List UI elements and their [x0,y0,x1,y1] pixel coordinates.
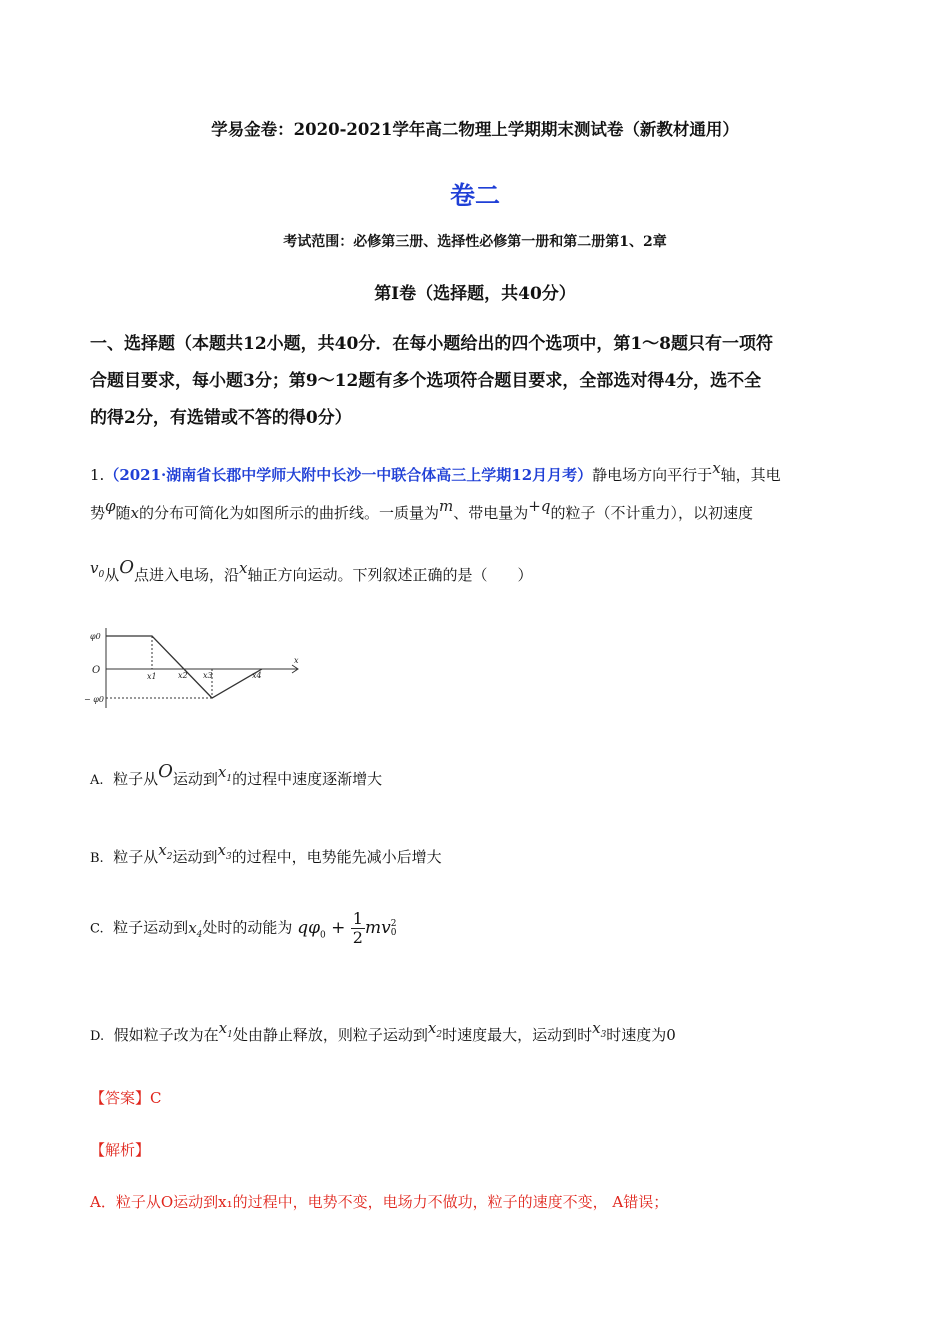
math-x4: $x_4$ [188,918,203,940]
question-line-2 [90,497,870,523]
paper-title: 学易金卷：2020-2021学年高二物理上学期期末测试卷（新教材通用） [211,120,739,139]
label-origin: O [92,665,101,676]
question-text: 、带电量为 [453,504,529,522]
volume-title: 卷二 [449,181,500,210]
question-text: 轴，其电 [720,466,781,484]
label-neg-phi0: − φ0 [84,695,104,704]
math-x1: $x_1$ [218,1019,233,1040]
math-x1: $x_1$ [217,763,233,784]
math-x2: $x_2$ [427,1019,443,1040]
question-text: 随 [115,504,131,522]
option-b: B. 粒子从$x_2$运动到$x_3$的过程中，电势能先减小后增大 [90,841,442,866]
option-a: A. 粒子从O运动到$x_1$的过程中速度逐渐增大 [90,761,383,788]
math-x: x [239,559,248,577]
question-text: 从 [104,566,120,584]
formula-kinetic-energy: $q\varphi_0$ + $\frac{1}{2}$ mv 2 0 [297,909,397,947]
option-c: C. 粒子运动到$x_4$处时的动能为 $q\varphi_0$ + $\frac{1}{2}$ mv 2 0 [90,909,397,947]
answer-label: 【答案】 [90,1089,151,1107]
option-label: C. [90,921,104,937]
section-line: 合题目要求，每小题3分；第9～12题有多个选项符合题目要求，全部选对得4分，选不全 [90,371,762,391]
potential-curve [106,636,262,698]
math-x3: $x_3$ [592,1019,607,1040]
question-text: 点进入电场，沿 [134,566,240,584]
label-x4: x4 [252,671,262,680]
label-x2: x2 [178,671,188,680]
question-text: 的分布可简化为如图所示的曲折线。一质量为 [139,504,440,522]
section-instructions [90,326,870,437]
answer-line [90,1088,162,1108]
analysis-a: A．粒子从O运动到x₁的过程中，电势不变，电场力不做功，粒子的速度不变， A错误； [90,1193,669,1211]
option-label: B. [90,851,104,866]
math-v0: $v_0$ [90,559,105,580]
question-line-3 [90,557,870,592]
label-x1: x1 [147,672,157,681]
question-text: 轴正方向运动。下列叙述正确的是（ ） [247,566,533,584]
potential-graph [84,622,314,712]
question-source: （2021·湖南省长郡中学师大附中长沙一中联合体高三上学期12月月考） [104,466,593,484]
option-d: D. 假如粒子改为在$x_1$处由静止释放，则粒子运动到$x_2$时速度最大，运动到时$x_3$时速度为0 [90,1019,676,1044]
question-text: 势 [90,504,106,522]
exam-scope: 考试范围：必修第三册、选择性必修第一册和第二册第1、2章 [283,234,667,250]
analysis-label: 【解析】 [90,1141,151,1159]
question-line-1 [90,459,870,485]
question-text: 静电场方向平行于 [592,466,713,484]
math-phi: φ [105,497,116,515]
question-text: 的粒子（不计重力），以初速度 [550,504,753,522]
math-x: x [130,504,140,522]
math-O: O [119,557,134,578]
math-x2: $x_2$ [158,841,173,862]
question-number: 1. [90,466,105,484]
math-x3: $x_3$ [217,841,232,862]
math-x: x [712,459,721,477]
label-x3: x3 [203,671,213,680]
section-line: 一、选择题（本题共12小题，共40分．在每小题给出的四个选项中，第1～8题只有一项符 [90,334,773,354]
option-label: A. [90,773,104,788]
math-O: O [158,761,173,782]
answer-value: C [150,1089,162,1107]
label-x-axis: x [294,656,299,665]
math-q: +q [528,497,551,515]
part-heading: 第Ⅰ卷（选择题，共40分） [374,284,576,304]
option-label: D. [90,1029,105,1044]
math-m: m [439,497,454,515]
section-line: 的得2分，有选错或不答的得0分） [90,408,352,428]
label-phi0: φ0 [90,632,101,641]
